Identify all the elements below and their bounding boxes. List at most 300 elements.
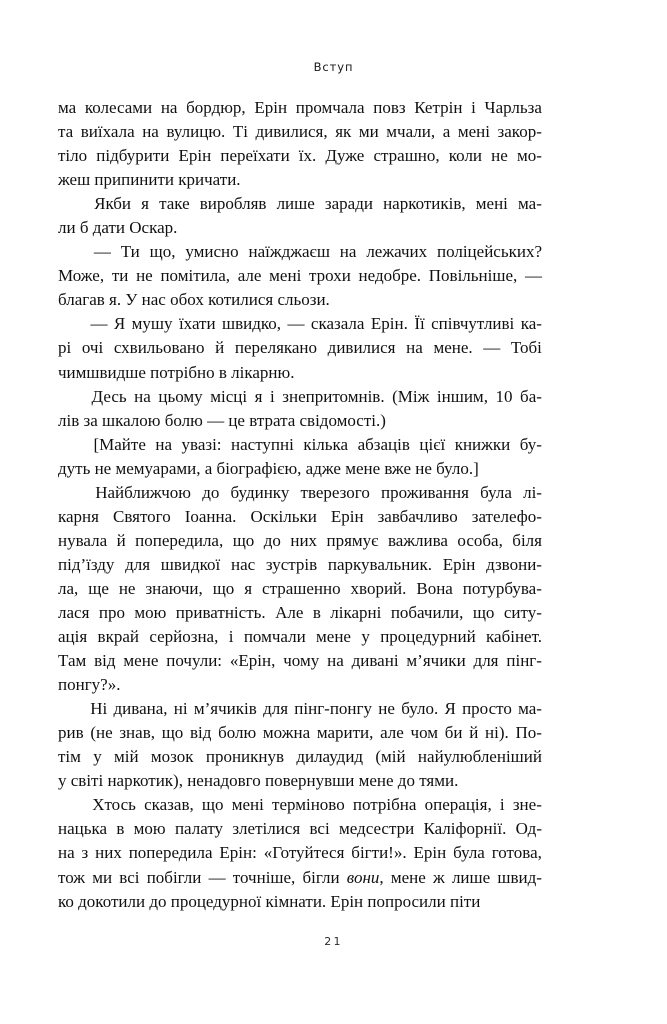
word: Ерін — [413, 843, 447, 863]
word: Повільніше, — [428, 266, 518, 286]
word: Її — [414, 314, 425, 334]
paragraph — [58, 96, 542, 192]
word: ні). — [485, 723, 509, 743]
text-line — [58, 649, 542, 673]
word: рив — [58, 723, 84, 743]
text-line: у світі наркотик), ненадовго повернувши мене до тями. — [58, 771, 459, 791]
word: мені — [231, 795, 264, 815]
word: до — [202, 482, 220, 502]
word: виробляв — [199, 194, 267, 214]
word: і — [471, 98, 476, 117]
word: тверезого — [300, 482, 370, 502]
text-line — [58, 481, 542, 505]
word: недобре. — [358, 266, 422, 286]
word: нувала — [58, 530, 108, 550]
word: на — [134, 386, 151, 406]
word: про — [98, 602, 125, 622]
word: них — [290, 530, 318, 550]
word: на — [160, 98, 178, 117]
word: бігти!». — [351, 843, 407, 863]
text-line — [58, 385, 542, 409]
paragraph — [58, 697, 542, 793]
word: мушу — [131, 314, 173, 334]
text-line — [58, 817, 542, 841]
word: — — [208, 867, 226, 887]
word: тіло — [58, 146, 88, 166]
text-line — [58, 553, 542, 577]
word: — — [287, 314, 305, 334]
word: найулюбленіший — [417, 747, 542, 767]
word: ти — [111, 266, 129, 286]
word: завбачливо — [377, 506, 458, 526]
word: м’ячиків — [193, 699, 257, 719]
word: сказала — [310, 314, 365, 334]
word: побачили, — [390, 602, 464, 622]
word: Чарльза — [484, 98, 542, 117]
text-line — [58, 312, 542, 336]
word: страшенно — [262, 578, 341, 598]
word: лежачих — [366, 242, 428, 262]
word: потрібна — [352, 795, 417, 815]
text-line: чимшвидше потрібно в лікарню. — [58, 362, 295, 382]
word: була — [453, 843, 485, 863]
text-line: дуть не мемуарами, а біографією, адже мене вже не було.] — [58, 458, 479, 478]
first-line-indent — [58, 240, 84, 264]
word: сказав, — [144, 795, 194, 815]
word: побігли — [146, 867, 202, 887]
word: чому — [283, 651, 320, 671]
word: них — [95, 843, 122, 863]
word: пінг-понгу — [294, 699, 373, 719]
word: Ті — [232, 122, 248, 142]
word: — — [524, 266, 542, 286]
word: ла, — [58, 578, 79, 598]
text-line — [58, 841, 542, 865]
word: Іоанна. — [184, 506, 237, 526]
word: всі — [119, 867, 140, 887]
word: і — [228, 627, 234, 647]
text-line: жеш припинити кричати. — [58, 170, 241, 190]
word: для — [263, 699, 289, 719]
page-number: 21 — [324, 935, 343, 948]
word: я — [244, 578, 253, 598]
word: дивилися, — [255, 122, 328, 142]
word: для — [473, 651, 499, 671]
word: дивані — [351, 651, 399, 671]
text-line: лів за шкалою болю — це втрата свідомості.) — [58, 410, 386, 430]
first-line-indent — [58, 385, 84, 409]
word: умисно — [185, 242, 239, 262]
text-line — [58, 721, 542, 745]
word: — — [90, 314, 108, 334]
paragraph — [58, 312, 542, 384]
text-line — [58, 793, 542, 817]
word: наїжджаєш — [248, 242, 330, 262]
word: Ерін — [254, 98, 288, 117]
word: Од- — [515, 819, 542, 839]
word: Якби — [94, 194, 132, 214]
word: наркотиків, — [383, 194, 466, 214]
word: не — [118, 578, 136, 598]
word: Тобі — [510, 338, 542, 358]
text-line: благав я. У нас обох котилися сльози. — [58, 290, 330, 310]
word: Хтось — [92, 795, 136, 815]
word: підбурити — [96, 146, 170, 166]
word: марити, — [316, 723, 374, 743]
word: злетілися — [232, 819, 301, 839]
word: швидкої — [160, 554, 221, 574]
word: нацька — [58, 819, 108, 839]
word: від — [189, 723, 212, 743]
word: біля — [512, 530, 542, 550]
word: попередила, — [135, 530, 224, 550]
word: (мій — [375, 747, 406, 767]
word: — — [483, 338, 501, 358]
word: лі- — [523, 482, 542, 502]
word: хворий. — [350, 578, 407, 598]
word: заради — [324, 194, 373, 214]
word: лише — [451, 867, 491, 887]
word: у — [361, 627, 370, 647]
word: зустрів — [265, 554, 318, 574]
running-head: Вступ — [313, 60, 354, 74]
word: переїхати — [220, 146, 290, 166]
emphasis-text: вони — [346, 867, 380, 887]
word: увазі: — [181, 434, 222, 454]
word: лише — [276, 194, 315, 214]
word: точніше, — [232, 867, 296, 887]
word: 10 — [495, 386, 513, 406]
word: що — [161, 723, 184, 743]
first-line-indent — [58, 433, 84, 457]
word: [Майте — [93, 434, 146, 454]
text-line — [58, 529, 542, 553]
word: По- — [515, 723, 542, 743]
word: на — [142, 122, 159, 142]
word: очі — [81, 338, 104, 358]
word: тож — [58, 867, 86, 887]
word: вкрай — [97, 627, 139, 647]
word: — — [93, 242, 111, 262]
word: Я — [113, 314, 126, 334]
word: на — [339, 242, 357, 262]
word: паркувальник. — [327, 554, 432, 574]
word: виїхала — [80, 122, 135, 142]
text-line — [58, 505, 542, 529]
word: Кетрін — [414, 98, 463, 117]
word: ма- — [518, 194, 542, 214]
word: перелякано — [234, 338, 318, 358]
word: мозок — [150, 747, 194, 767]
word: не — [491, 146, 508, 166]
word: мчали, — [386, 122, 436, 142]
word: для — [125, 554, 151, 574]
word: мій — [114, 747, 139, 767]
word: Вона — [416, 578, 453, 598]
word: зне- — [512, 795, 542, 815]
word: ні — [173, 699, 188, 719]
first-line-indent — [58, 192, 84, 216]
word: Ерін: — [219, 843, 257, 863]
word: дивилися — [327, 338, 396, 358]
word: й — [469, 723, 479, 743]
word: але — [380, 723, 404, 743]
paragraph — [58, 385, 542, 433]
word: кабінет. — [486, 627, 542, 647]
word: важлива — [387, 530, 448, 550]
word: швидко, — [222, 314, 282, 334]
word: лікарні — [330, 602, 382, 622]
word: палату — [174, 819, 224, 839]
word: я — [141, 194, 149, 214]
word: серйозна, — [149, 627, 219, 647]
word: Оскільки — [250, 506, 317, 526]
word: всі — [309, 819, 330, 839]
word: ка- — [520, 314, 542, 334]
text-line — [58, 745, 542, 769]
word: проникнув — [205, 747, 285, 767]
word: на — [327, 651, 344, 671]
word: (не — [90, 723, 113, 743]
word: болю — [218, 723, 257, 743]
word: мені — [475, 194, 508, 214]
word: терміново — [272, 795, 345, 815]
word: не — [136, 266, 153, 286]
word: Дуже — [325, 146, 365, 166]
word: й — [116, 530, 126, 550]
word: мою — [133, 819, 166, 839]
word: ми — [92, 867, 113, 887]
word: швид- — [497, 867, 542, 887]
word: попередила — [128, 843, 213, 863]
word: коли — [448, 146, 483, 166]
paragraph — [58, 481, 542, 697]
word: Але — [275, 602, 304, 622]
word: мене — [390, 867, 426, 887]
text-line — [58, 601, 542, 625]
word: Може, — [58, 266, 105, 286]
word: мене. — [433, 338, 473, 358]
word: кілька — [303, 434, 349, 454]
word: помітила, — [160, 266, 230, 286]
word: поліцейських? — [436, 242, 542, 262]
word: таке — [159, 194, 190, 214]
word: можна — [262, 723, 311, 743]
word: «Готуйтеся — [263, 843, 345, 863]
text-line: ли б дати Оскар. — [58, 218, 178, 238]
word: особа, — [457, 530, 503, 550]
word: від — [94, 651, 116, 671]
word: в — [312, 602, 321, 622]
word: до — [263, 530, 281, 550]
word: ація — [58, 627, 88, 647]
word: книжки — [454, 434, 511, 454]
text-line — [58, 697, 542, 721]
word: ма — [58, 98, 77, 117]
word: страшно, — [373, 146, 440, 166]
word: була — [480, 482, 512, 502]
first-line-indent — [58, 793, 84, 817]
word: вулицю. — [166, 122, 226, 142]
word: помчали — [243, 627, 306, 647]
word: Ерін — [442, 554, 476, 574]
word: прямує — [326, 530, 379, 550]
word: Там — [58, 651, 87, 671]
word: операція, — [424, 795, 492, 815]
word: на — [406, 338, 423, 358]
word: дзвони- — [486, 554, 542, 574]
word: знаючи, — [145, 578, 203, 598]
word: в — [116, 819, 125, 839]
word: мене — [123, 651, 159, 671]
word: м’ячики — [406, 651, 466, 671]
word: приватність. — [175, 602, 266, 622]
text-line — [58, 577, 542, 601]
word: але — [237, 266, 262, 286]
word: і — [270, 386, 275, 406]
word: мене — [316, 627, 351, 647]
word: закор- — [497, 122, 542, 142]
word: Десь — [91, 386, 127, 406]
word: я — [254, 386, 263, 406]
word: промчала — [295, 98, 365, 117]
word: наступні — [231, 434, 294, 454]
word: схвильовано — [113, 338, 205, 358]
text-line: понгу?». — [58, 675, 121, 695]
word: що — [201, 795, 224, 815]
text-line — [58, 192, 542, 216]
word: ма- — [518, 699, 542, 719]
word: іншим, — [436, 386, 488, 406]
word: ситу- — [503, 602, 542, 622]
word: бігли — [302, 867, 340, 887]
word: їх. — [298, 146, 317, 166]
word: дилаудид — [296, 747, 364, 767]
word: Я — [444, 699, 456, 719]
word: Ерін — [178, 146, 212, 166]
word: Святого — [112, 506, 171, 526]
word: Ти — [120, 242, 140, 262]
word: Ні — [90, 699, 108, 719]
word: знав, — [119, 723, 155, 743]
word: рі — [58, 338, 72, 358]
paragraph — [58, 240, 542, 312]
word: (Між — [392, 386, 430, 406]
word: що — [472, 602, 495, 622]
word: було. — [401, 699, 439, 719]
text-line — [58, 264, 542, 288]
word: нас — [230, 554, 256, 574]
word: ба- — [520, 386, 542, 406]
paragraph — [58, 433, 542, 481]
word: мені — [457, 122, 490, 142]
word: Каліфорнії. — [423, 819, 507, 839]
word: і — [499, 795, 505, 815]
word: колесами — [84, 98, 153, 117]
word: бу- — [519, 434, 542, 454]
word: мою — [134, 602, 167, 622]
word: й — [215, 338, 225, 358]
word: а — [442, 122, 451, 142]
text-line — [58, 120, 542, 144]
first-line-indent — [58, 312, 84, 336]
word: ми — [358, 122, 379, 142]
word: місці — [210, 386, 248, 406]
word: тім — [58, 747, 81, 767]
text-line — [58, 625, 542, 649]
word: що — [232, 530, 255, 550]
word: цієї — [419, 434, 446, 454]
word: чом — [410, 723, 439, 743]
word: Ерін — [330, 506, 364, 526]
word: карня — [58, 506, 99, 526]
word: будинку — [230, 482, 290, 502]
word: би — [444, 723, 463, 743]
paragraph — [58, 793, 542, 913]
word: «Ерін, — [229, 651, 276, 671]
word: лася — [58, 602, 90, 622]
paragraph — [58, 192, 542, 240]
first-line-indent — [58, 697, 84, 721]
word: співчутливі — [431, 314, 515, 334]
word: знепритомнів. — [282, 386, 385, 406]
word: готова, — [491, 843, 542, 863]
text-line — [58, 433, 542, 457]
word: вони, — [346, 867, 384, 887]
word: мені — [269, 266, 302, 286]
word: не — [378, 699, 395, 719]
word: ще — [88, 578, 109, 598]
word: трохи — [309, 266, 351, 286]
text-line — [58, 240, 542, 264]
word: пінг- — [506, 651, 542, 671]
word: цьому — [158, 386, 203, 406]
text-line: ко докотили до процедурної кімнати. Ерін попросили піти — [58, 891, 481, 911]
word: та — [58, 122, 74, 142]
word: дивана, — [113, 699, 168, 719]
word: зателефо- — [471, 506, 542, 526]
word: що, — [149, 242, 176, 262]
word: на — [58, 843, 75, 863]
body-text-column — [58, 96, 542, 914]
word: абзаців — [357, 434, 410, 454]
word: бордюр, — [186, 98, 246, 117]
word: Ерін. — [370, 314, 408, 334]
word: з — [81, 843, 89, 863]
word: просто — [462, 699, 512, 719]
word: проживання — [381, 482, 469, 502]
first-line-indent — [58, 481, 84, 505]
word: потурбува- — [462, 578, 542, 598]
text-line — [58, 866, 542, 890]
word: як — [335, 122, 352, 142]
word: під’їзду — [58, 554, 115, 574]
word: Найближчою — [95, 482, 191, 502]
word: на — [155, 434, 173, 454]
word: мо- — [516, 146, 542, 166]
text-line — [58, 144, 542, 168]
word: їхати — [178, 314, 216, 334]
word: медсестри — [338, 819, 415, 839]
word: почули: — [166, 651, 223, 671]
word: ж — [433, 867, 445, 887]
text-line — [58, 96, 542, 120]
word: у — [93, 747, 102, 767]
word: повз — [373, 98, 406, 117]
word: що — [212, 578, 235, 598]
text-line — [58, 336, 542, 360]
word: процедурний — [380, 627, 476, 647]
